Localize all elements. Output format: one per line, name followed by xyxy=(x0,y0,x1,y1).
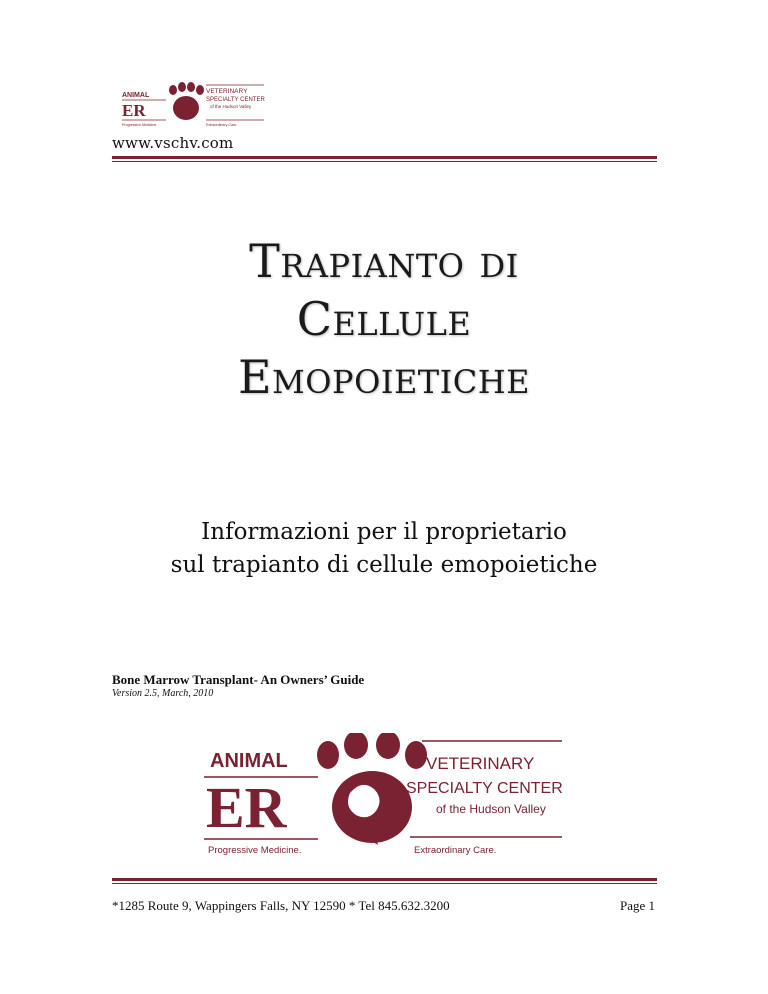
guide-version: Version 2.5, March, 2010 xyxy=(112,688,214,699)
guide-title: Bone Marrow Transplant- An Owners’ Guide xyxy=(112,672,365,687)
header-logo-right-l2: SPECIALTY CENTER xyxy=(206,97,265,103)
footer-address: *1285 Route 9, Wappingers Falls, NY 12590 * Tel 845.632.3200 xyxy=(112,898,450,913)
header-logo xyxy=(118,82,268,130)
logo-specialty: SPECIALTY CENTER xyxy=(406,780,563,797)
footer-rule xyxy=(112,878,657,881)
header-logo-er: ER xyxy=(122,101,146,120)
header-logo-left-tag: Progressive Medicine. xyxy=(122,123,158,127)
header-logo-animal: ANIMAL xyxy=(122,92,150,99)
page-number: Page 1 xyxy=(620,898,656,913)
subtitle-line-2: sul trapianto di cellule emopoietiche xyxy=(170,552,598,578)
clinic-logo xyxy=(200,733,570,861)
header-logo-right-l1: VETERINARY xyxy=(206,88,248,95)
title-line-2: Cellule xyxy=(296,292,472,346)
subtitle xyxy=(0,516,768,582)
header-logo-right-tag: Extraordinary Care. xyxy=(206,123,238,127)
logo-hudson: of the Hudson Valley xyxy=(436,802,546,816)
subtitle-line-1: Informazioni per il proprietario xyxy=(201,519,567,545)
logo-right-tag: Extraordinary Care. xyxy=(414,845,497,856)
header-rule xyxy=(112,156,657,159)
header-logo-right-l3: of the Hudson Valley xyxy=(210,104,252,109)
title-line-1: Trapianto di xyxy=(249,234,519,288)
logo-er: ER xyxy=(206,775,287,840)
logo-left-tag: Progressive Medicine. xyxy=(208,845,302,856)
header-rule-thin xyxy=(112,161,657,162)
logo-veterinary: VETERINARY xyxy=(426,754,535,773)
footer-rule-thin xyxy=(112,883,657,884)
title-line-3: Emopoietiche xyxy=(237,350,531,404)
logo-animal: ANIMAL xyxy=(210,750,288,772)
header-url[interactable]: www.vschv.com xyxy=(112,134,234,152)
page-title xyxy=(0,232,768,406)
